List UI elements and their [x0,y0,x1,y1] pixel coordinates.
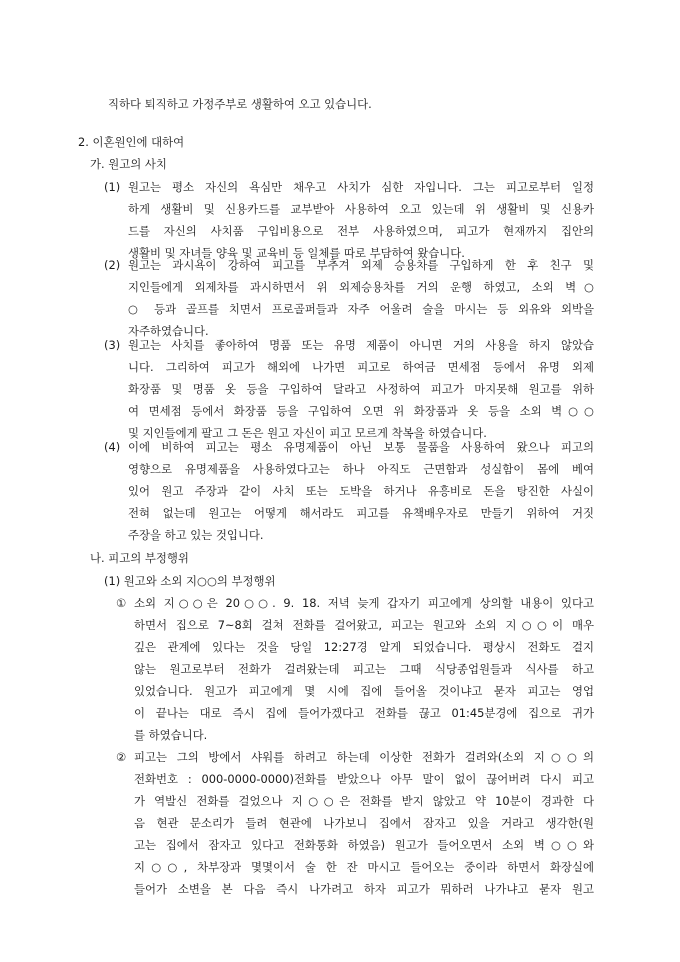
paragraph-line: 원고는 사치를 좋아하여 명품 또는 유명 제품이 아니면 거의 사용을 하지 않았습 [128,338,594,352]
paragraph-line: 및 지인들에게 팔고 그 돈은 원고 자신이 피고 모르게 착복을 하였습니다. [128,426,487,440]
paragraph-line: 니다. 그리하여 피고가 해외에 나가면 피고로 하여금 면세점 등에서 유명 외제 [128,360,594,374]
paragraph-line: 를 하였습니다. [134,728,208,742]
paragraph-line: ○ 등과 골프를 치면서 프로골퍼들과 자주 어울려 술을 마시는 등 외유와 외박을 [128,302,594,316]
na-item-1-heading: (1) 원고와 소외 지○○의 부정행위 [104,574,276,588]
paragraph-line: 이 끝나는 대로 즉시 집에 들어가겠다고 전화를 끊고 01:45분경에 집으로 귀가 [134,706,594,720]
paragraph-line: 전화번호 : 000-0000-0000)전화를 받았으나 아무 말이 없이 끊어버려 다시 피고 [134,772,594,786]
paragraph-line: 가 역발신 전화를 걸었으나 지○○은 전화를 받지 않았고 약 10분이 경과한 다 [134,794,594,808]
paragraph-line: 여 면세점 등에서 화장품 등을 구입하여 오면 위 화장품과 옷 등을 소외 벽○○ [128,404,594,418]
paragraph-line: 드를 자신의 사치품 구입비용으로 전부 사용하였으며, 피고가 현재까지 집안의 [128,224,594,238]
paragraph-line: 생활비 및 자녀들 양육 및 교육비 등 일체를 따로 부담하여 왔습니다. [128,246,465,260]
paragraph-line: 들어가 소변을 본 다음 즉시 나가려고 하자 피고가 뭐하러 나가냐고 묻자 원고 [134,882,594,896]
paragraph-line: 음 현관 문소리가 들려 현관에 나가보니 집에서 잠자고 있을 거라고 생각한(원 [134,816,594,830]
paragraph-line: 소외 지○○은 20○○. 9. 18. 저녁 늦게 갑자기 피고에게 상의할 내용이 있다고 [134,596,594,610]
subsection-na-heading: 나. 피고의 부정행위 [90,551,189,565]
paragraph-line: 원고는 과시욕이 강하여 피고를 부추겨 외제 승용차를 구입하게 한 후 친구 및 [128,258,594,272]
paragraph-line: 원고는 평소 자신의 욕심만 채우고 사치가 심한 자입니다. 그는 피고로부터 일정 [128,180,594,194]
paragraph-line: 영향으로 유명제품을 사용하였다고는 하나 아직도 근면함과 성실함이 몸에 베여 [128,462,594,476]
subsection-ga-heading: 가. 원고의 사치 [90,157,167,171]
paragraph-line: 하게 생활비 및 신용카드를 교부받아 사용하여 오고 있는데 위 생활비 및 신용카 [128,202,594,216]
paragraph-line: 않는 원고로부터 전화가 걸려왔는데 피고는 그때 식당종업원들과 식사를 하고 [134,662,594,676]
subitem-marker: ② [116,750,127,764]
paragraph-line: 이에 비하여 피고는 평소 유명제품이 아닌 보통 물품을 사용하여 왔으나 피고의 [128,440,594,454]
subitem-marker: ① [116,596,127,610]
intro-line: 직하다 퇴직하고 가정주부로 생활하여 오고 있습니다. [108,97,372,111]
paragraph-line: 전혀 없는데 원고는 어떻게 해서라도 피고를 유책배우자로 만들기 위하여 거짓 [128,506,594,520]
item-marker: (4) [104,440,121,454]
paragraph-line: 지○○, 차부장과 몇몇이서 술 한 잔 마시고 들어오는 중이라 하면서 화장실에 [134,860,594,874]
paragraph-line: 하면서 집으로 7~8회 걸쳐 전화를 걸어왔고, 피고는 원고와 소외 지○○이 매우 [134,618,594,632]
paragraph-line: 화장품 및 명품 옷 등을 구입하여 달라고 사정하여 피고가 마지못해 원고를 위하 [128,382,594,396]
item-marker: (2) [104,258,121,272]
item-marker: (3) [104,338,121,352]
item-marker: (1) [104,180,121,194]
paragraph-line: 있었습니다. 원고가 피고에게 몇 시에 집에 들어올 것이냐고 묻자 피고는 영업 [134,684,594,698]
paragraph-line: 지인들에게 외제차를 과시하면서 위 외제승용차를 거의 운행 하였고, 소외 벽○ [128,280,594,294]
paragraph-line: 주장을 하고 있는 것입니다. [128,528,264,542]
paragraph-line: 자주하였습니다. [128,324,209,338]
paragraph-line: 고는 집에서 잠자고 있다고 전화통화 하였음) 원고가 들어오면서 소외 벽○○와 [134,838,594,852]
paragraph-line: 깊은 관계에 있다는 것을 당일 12:27경 알게 되었습니다. 평상시 전화도 걸지 [134,640,594,654]
paragraph-line: 피고는 그의 방에서 샤워를 하려고 하는데 이상한 전화가 걸려와(소외 지○○의 [134,750,594,764]
paragraph-line: 있어 원고 주장과 같이 사치 또는 도박을 하거나 유흥비로 돈을 탕진한 사실이 [128,484,594,498]
section-2-heading: 2. 이혼원인에 대하여 [78,135,185,149]
